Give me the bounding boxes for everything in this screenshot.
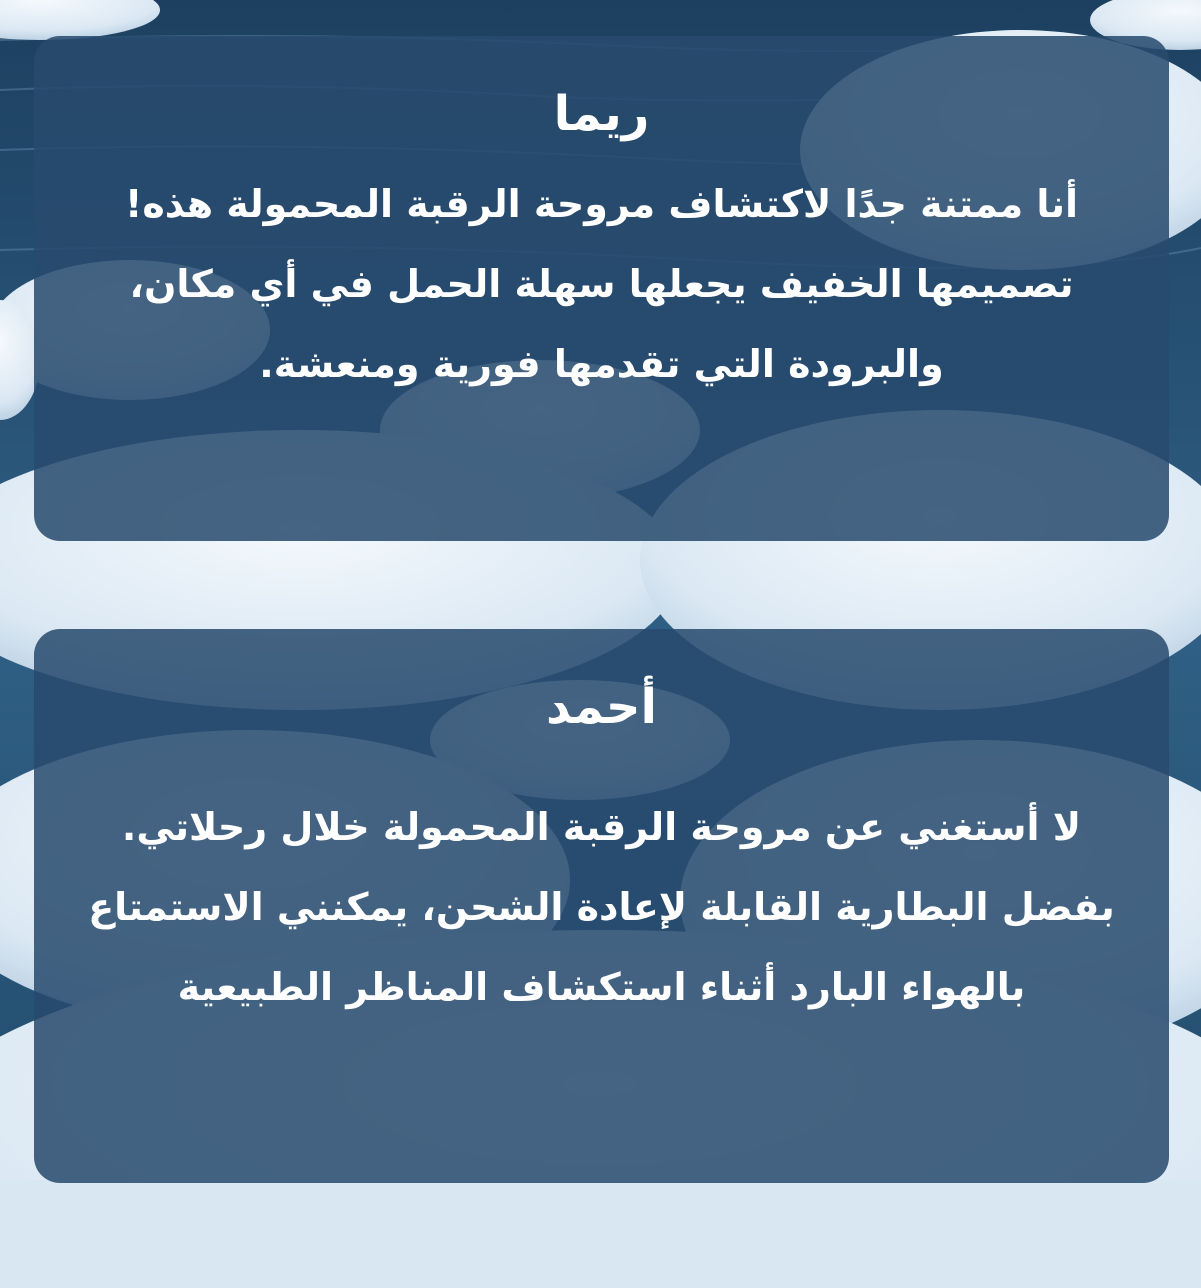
testimonial-text: لا أستغني عن مروحة الرقبة المحمولة خلال رحلاتي. بفضل البطارية القابلة لإعادة الشحن، يمكنني الاستمتاع بالهواء البارد أثناء استكشاف المناظر الطبيعية [88,804,1115,1009]
testimonial-text: أنا ممتنة جدًا لاكتشاف مروحة الرقبة المحمولة هذه! تصميمها الخفيف يجعلها سهلة الحمل في أي مكان، والبرودة التي تقدمها فورية ومنعشة. [124,181,1078,386]
testimonial-card [34,629,1169,1183]
testimonial-card [34,36,1169,541]
testimonial-author-name: أحمد [546,679,657,735]
testimonial-author-name: ريما [553,86,650,142]
